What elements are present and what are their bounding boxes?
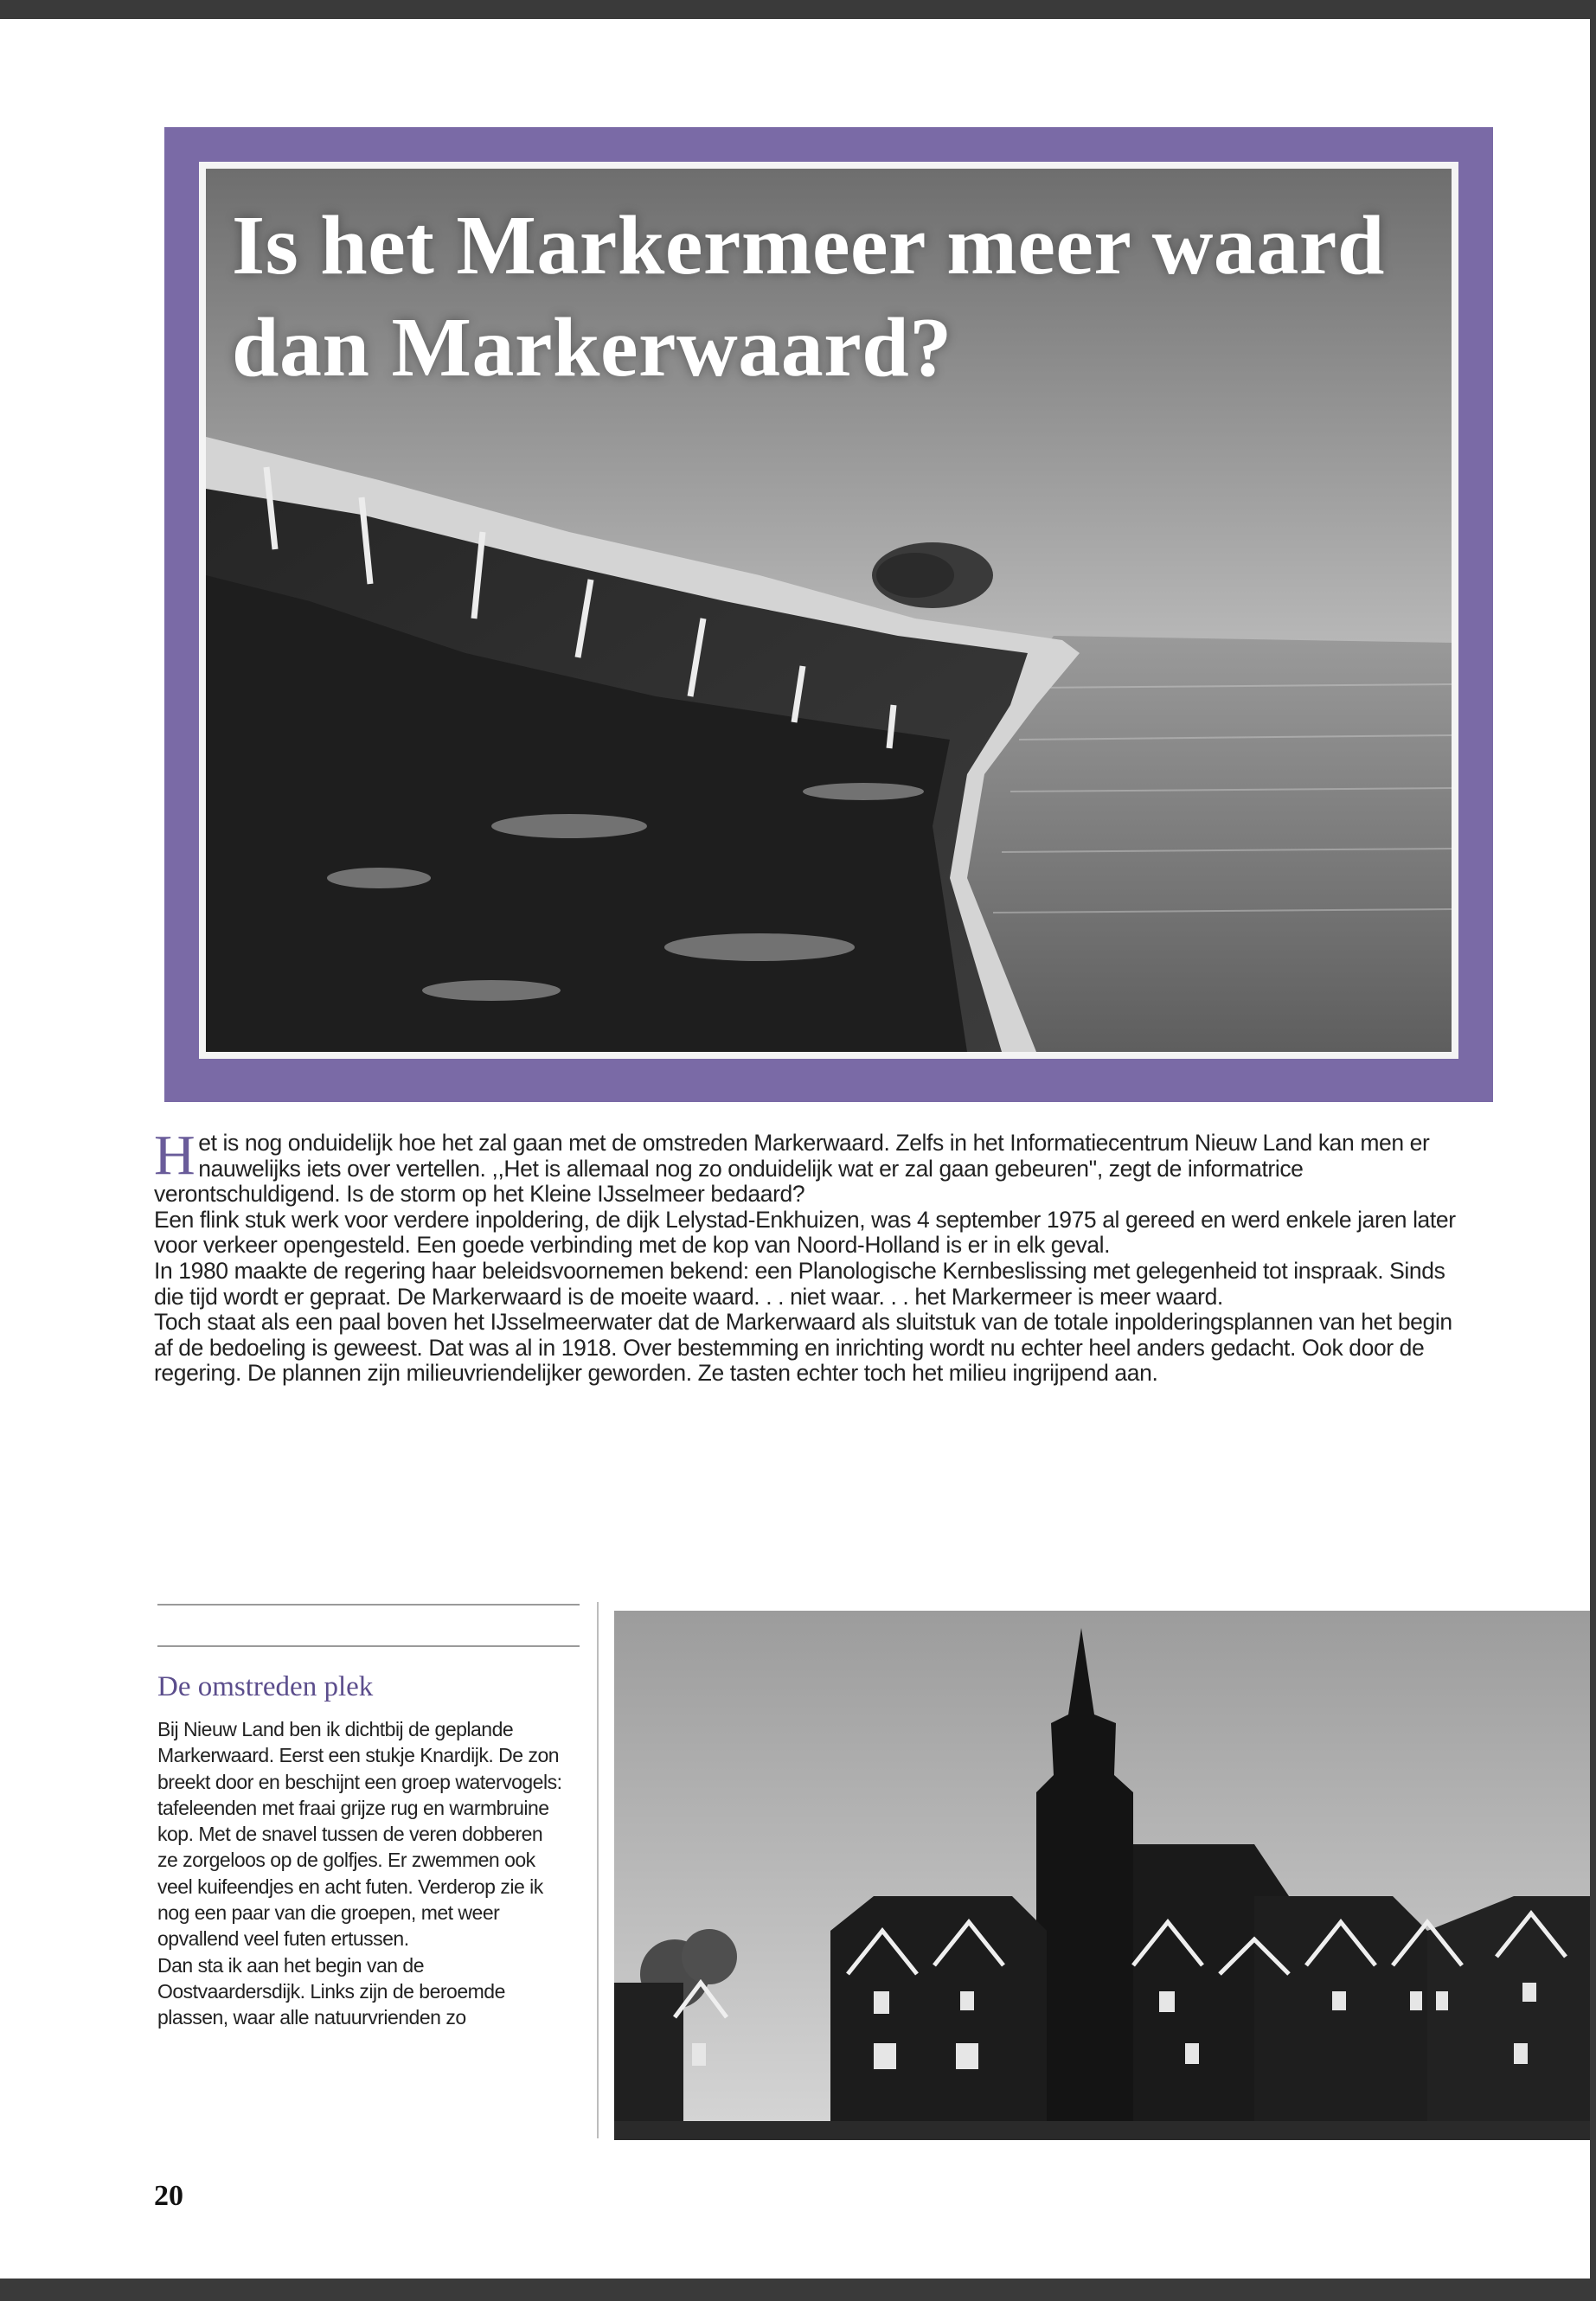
column-divider <box>597 1602 599 2138</box>
divider-top <box>157 1604 580 1606</box>
photo-frame <box>164 127 1493 1102</box>
column-paragraph-1: Bij Nieuw Land ben ik dichtbij de geplande Markerwaard. Eerst een stukje Knardijk. De zon breekt door en beschijnt een groep watervogels: tafeleenden met fraai grijze rug en warmbruine kop. Met de snavel tussen de veren dobberen ze zorgeloos op de golfjes. Er zwemmen ook veel kuifeendjes en acht futen. Verderop zie ik nog een paar van die groepen, met weer opvallend veel futen ertussen. <box>157 1718 562 1951</box>
subheading: De omstreden plek <box>157 1671 374 1702</box>
divider-bottom <box>157 1645 580 1647</box>
magazine-page <box>0 19 1590 2279</box>
headline: Is het Markermeer meer waard dan Markerwaard? <box>232 199 1385 394</box>
photo-mat <box>199 162 1458 1059</box>
intro-paragraph-1: Het is nog onduidelijk hoe het zal gaan met de omstreden Markerwaard. Zelfs in het Informatiecentrum Nieuw Land kan men er nauwelijks iets over vertellen. ,,Het is allemaal nog zo onduidelijk wat er zal gaan gebeuren'', zegt de informatrice verontschuldigend. Is de storm op het Kleine IJsselmeer bedaard? <box>154 1124 1430 1208</box>
village-church-image <box>614 1611 1590 2140</box>
intro-text <box>154 1124 1469 1387</box>
column-text <box>157 1716 564 2031</box>
intro-paragraph-3: In 1980 maakte de regering haar beleidsvoornemen bekend: een Planologische Kernbeslissing met gelegenheid tot inspraak. Sinds die tijd wordt er gepraat. De Markerwaard is de moeite waard. . . niet waar. . . het Markermeer is meer waard. <box>154 1257 1445 1310</box>
intro-paragraph-2: Een flink stuk werk voor verdere inpoldering, de dijk Lelystad-Enkhuizen, was 4 september 1975 al gereed en werd enkele jaren later voor verkeer opengesteld. Een goede verbinding met de kop van Noord-Holland is er in elk geval. <box>154 1206 1456 1259</box>
village-church-photo <box>614 1611 1590 2140</box>
dike-shore-photo <box>206 169 1452 1052</box>
column-paragraph-2: Dan sta ik aan het begin van de Oostvaardersdijk. Links zijn de beroemde plassen, waar alle natuurvrienden zo <box>157 1953 505 2029</box>
page-number: 20 <box>154 2180 183 2212</box>
intro-paragraph-4: Toch staat als een paal boven het IJsselmeerwater dat de Markerwaard als sluitstuk van de totale inpolderingsplannen van het begin af de bedoeling is geweest. Dat was al in 1918. Over bestemming en inrichting wordt nu echter heel anders gedacht. Ook door de regering. De plannen zijn milieuvriendelijker geworden. Ze tasten echter toch het milieu ingrijpend aan. <box>154 1309 1452 1387</box>
dropcap: H <box>154 1124 195 1187</box>
